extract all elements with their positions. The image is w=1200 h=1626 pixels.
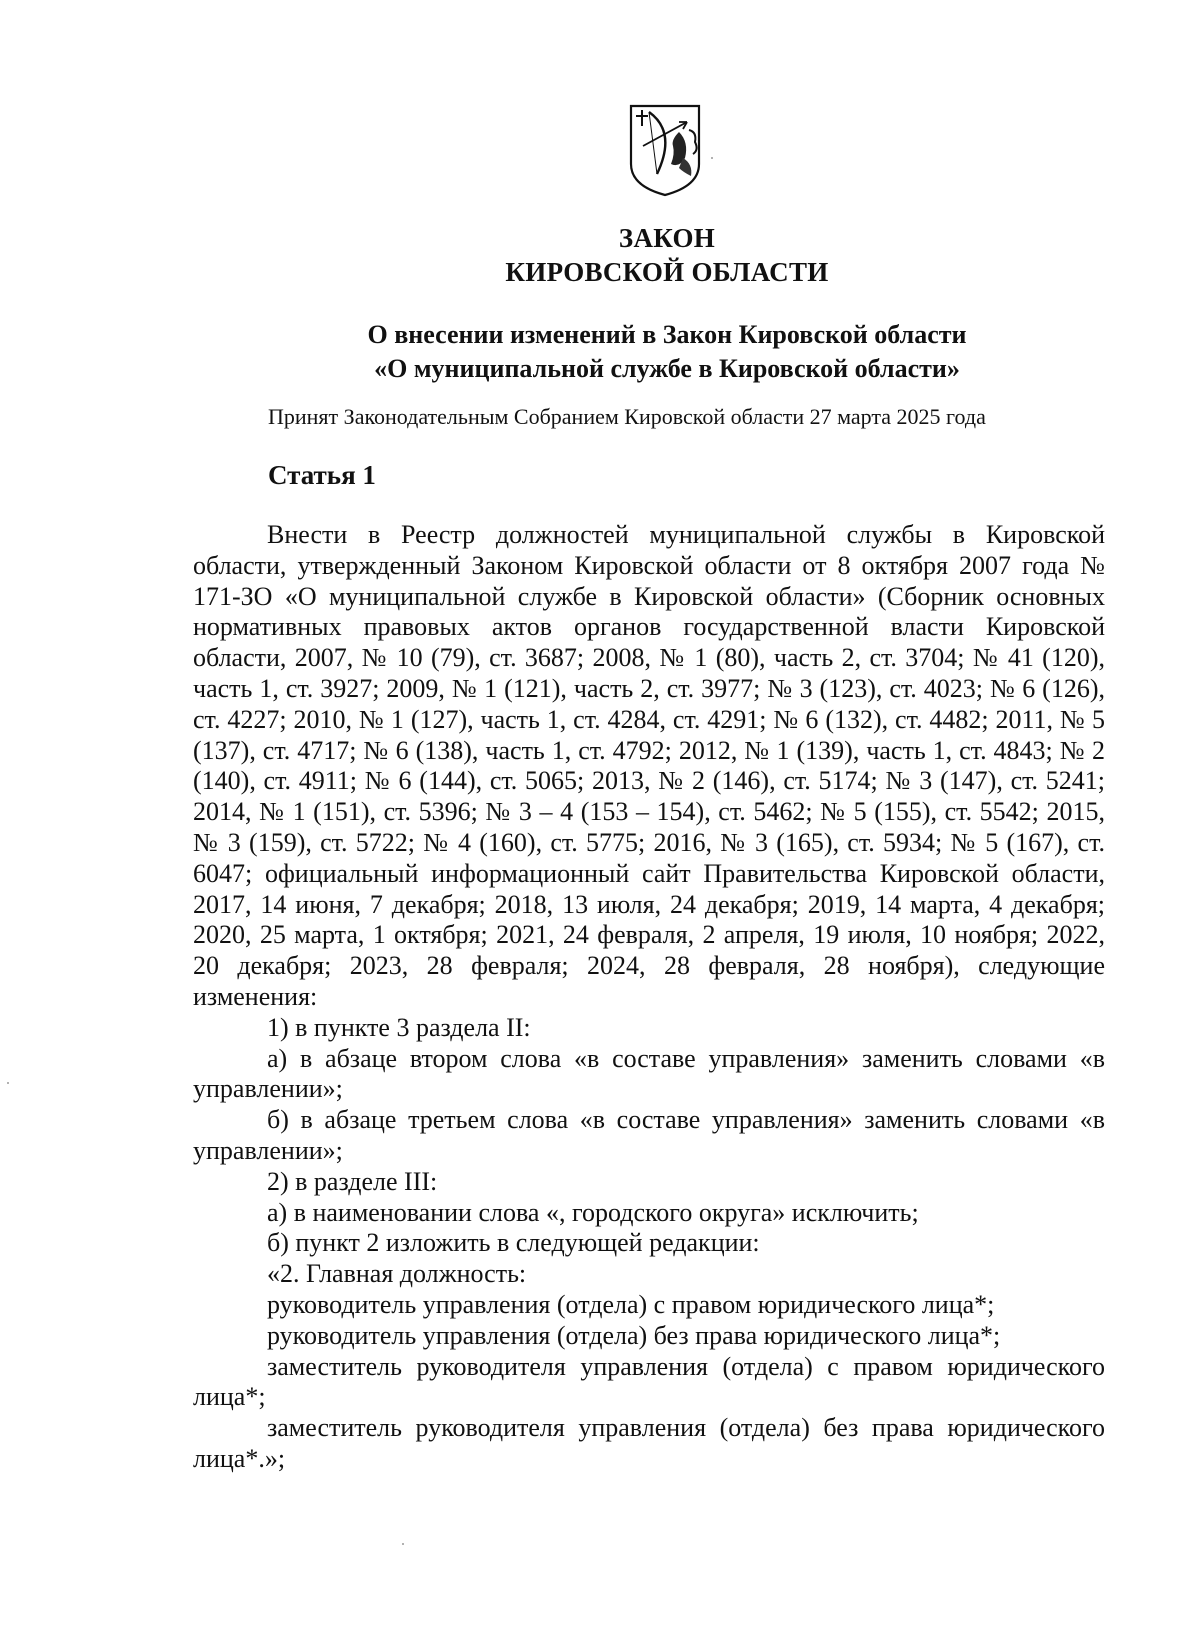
article-heading: Статья 1 bbox=[268, 460, 376, 490]
paragraph: 2) в разделе III: bbox=[267, 1166, 438, 1196]
article-body bbox=[193, 520, 1105, 1475]
paragraph: «2. Главная должность: bbox=[267, 1259, 527, 1289]
adoption-note: Принят Законодательным Собранием Кировской области 27 марта 2025 года bbox=[268, 404, 986, 429]
paragraph: руководитель управления (отдела) с правом юридического лица*; bbox=[267, 1289, 995, 1319]
paragraph: а) в абзаце втором слова «в составе управления» заменить словами «в управлении»; bbox=[193, 1043, 1105, 1104]
law-title: ЗАКОН bbox=[618, 223, 716, 253]
paragraph: а) в наименовании слова «, городского округа» исключить; bbox=[267, 1197, 919, 1227]
law-subject-line-2: «О муниципальной службе в Кировской области» bbox=[374, 354, 960, 383]
paragraph: руководитель управления (отдела) без права юридического лица*; bbox=[267, 1320, 1001, 1350]
law-subject-line-1: О внесении изменений в Закон Кировской области bbox=[367, 320, 967, 349]
kirov-coat-of-arms-icon bbox=[627, 102, 703, 198]
scan-speck bbox=[7, 1082, 9, 1084]
scan-speck bbox=[711, 157, 713, 159]
paragraph: б) в абзаце третьем слова «в составе управления» заменить словами «в управлении»; bbox=[193, 1105, 1105, 1165]
law-region: КИРОВСКОЙ ОБЛАСТИ bbox=[505, 257, 829, 287]
paragraph: б) пункт 2 изложить в следующей редакции: bbox=[267, 1228, 760, 1258]
paragraph: 1) в пункте 3 раздела II: bbox=[267, 1012, 531, 1042]
scan-speck bbox=[402, 1543, 404, 1545]
paragraph: заместитель руководителя управления (отдела) без права юридического лица*.»; bbox=[193, 1413, 1105, 1473]
paragraph: Внести в Реестр должностей муниципальной службы в Кировской области, утвержденный Законом Кировской области от 8 октября 2007 года № 171-ЗО «О муниципальной службе в Кировской области» (Сборник основных нормативных правовых актов органов государственной власти Кировской области, 2007, № 10 (79), ст. 3687; 2008, № 1 (80), часть 2, ст. 3704; № 41 (120), часть 1, ст. 3927; 2009, № 1 (121), часть 2, ст. 3977; № 3 (123), ст. 4023; № 6 (126), ст. 4227; 2010, № 1 (127), часть 1, ст. 4284, ст. 4291; № 6 (132), ст. 4482; 2011, № 5 (137), ст. 4717; № 6 (138), часть 1, ст. 4792; 2012, № 1 (139), часть 1, ст. 4843; № 2 (140), ст. 4911; № 6 (144), ст. 5065; 2013, № 2 (146), ст. 5174; № 3 (147), ст. 5241; 2014, № 1 (151), ст. 5396; № 3 – 4 (153 – 154), ст. 5462; № 5 (155), ст. 5542; 2015, № 3 (159), ст. 5722; № 4 (160), ст. 5775; 2016, № 3 (165), ст. 5934; № 5 (167), ст. 6047; официальный информационный сайт Правительства Кировской области, 2017, 14 июня, 7 декабря; 2018, 13 июля, 24 декабря; 2019, 14 марта, 4 декабря; 2020, 25 марта, 1 октября; 2021, 24 февраля, 2 апреля, 19 июля, 10 ноября; 2022, 20 декабря; 2023, 28 февраля; 2024, 28 февраля, 28 ноября), следующие изменения: bbox=[193, 520, 1105, 1011]
paragraph: заместитель руководителя управления (отдела) с правом юридического лица*; bbox=[193, 1351, 1105, 1412]
